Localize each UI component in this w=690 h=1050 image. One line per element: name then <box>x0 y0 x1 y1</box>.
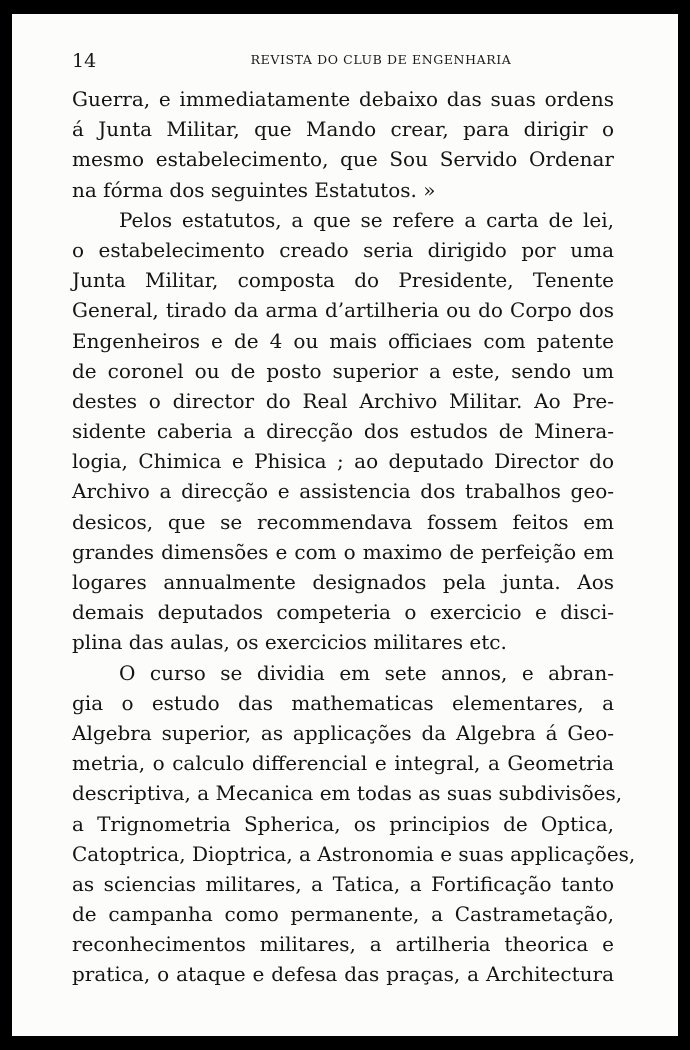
text-line: Algebra superior, as applicações da Algebra á Geo- <box>72 720 614 745</box>
text-line: na fórma dos seguintes Estatutos. » <box>72 177 436 202</box>
text-line: gia o estudo das mathematicas elementares, a <box>72 690 614 715</box>
text-line: logia, Chimica e Phisica ; ao deputado Director do <box>72 449 614 474</box>
text-line: Catoptrica, Dioptrica, a Astronomia e suas applicações, <box>72 841 636 866</box>
page-header <box>72 50 628 72</box>
text-line: Junta Militar, composta do Presidente, Tenente <box>72 268 614 293</box>
text-line: plina das aulas, os exercicios militares etc. <box>72 630 507 655</box>
text-line: General, tirado da arma d’artilheria ou do Corpo dos <box>72 298 614 323</box>
text-line: metria, o calculo differencial e integral, a Geometria <box>72 751 614 776</box>
text-line: sidente caberia a direcção dos estudos de Minera- <box>72 419 614 444</box>
text-line: a Trignometria Spherica, os principios de Optica, <box>72 811 614 836</box>
text-line: descriptiva, a Mecanica em todas as suas subdivisões, <box>72 781 623 806</box>
text-line: Guerra, e immediatamente debaixo das suas ordens <box>72 87 614 111</box>
text-line: Pelos estatutos, a que se refere a carta de lei, <box>119 207 614 232</box>
text-line: destes o director do Real Archivo Militar. Ao Pre- <box>72 388 614 413</box>
text-line: grandes dimensões e com o maximo de perfeição em <box>72 539 614 564</box>
text-line: pratica, o ataque e defesa das praças, a Architectura <box>72 962 614 987</box>
text-line: reconhecimentos militares, a artilheria theorica e <box>72 932 614 957</box>
text-line: de campanha como permanente, a Castrametação, <box>72 902 614 927</box>
text-line: demais deputados competeria o exercicio e disci- <box>72 600 614 625</box>
text-line: as sciencias militares, a Tatica, a Fortificação tanto <box>72 871 614 896</box>
running-title: REVISTA DO CLUB DE ENGENHARIA <box>250 52 512 67</box>
text-line: logares annualmente designados pela junta. Aos <box>72 570 614 594</box>
text-line: Archivo a direcção e assistencia dos trabalhos geo- <box>72 479 614 504</box>
body-text <box>72 84 636 990</box>
text-line: mesmo estabelecimento, que Sou Servido Ordenar <box>72 147 614 172</box>
text-line: O curso se dividia em sete annos, e abran- <box>119 660 614 685</box>
text-line: o estabelecimento creado seria dirigido por uma <box>72 237 614 262</box>
page-number: 14 <box>72 50 97 72</box>
book-page <box>12 14 678 1036</box>
text-line: á Junta Militar, que Mando crear, para dirigir o <box>72 117 614 142</box>
text-line: desicos, que se recommendava fossem feitos em <box>72 509 614 534</box>
text-line: Engenheiros e de 4 ou mais officiaes com patente <box>72 328 614 353</box>
text-line: de coronel ou de posto superior a este, sendo um <box>72 358 614 383</box>
